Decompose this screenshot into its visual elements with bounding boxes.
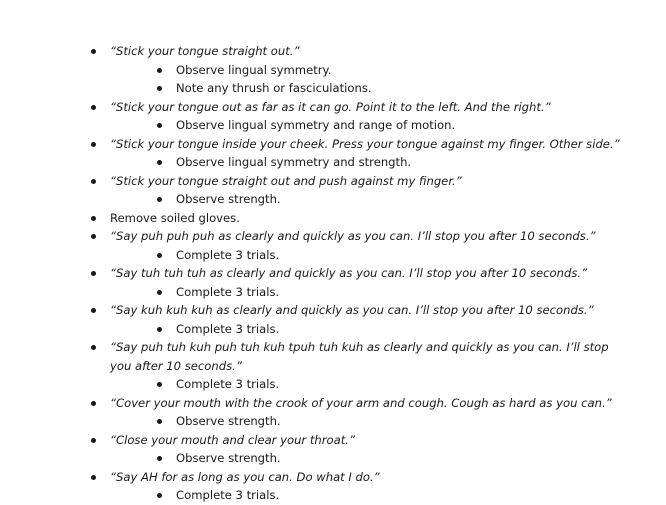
sub-list-item <box>0 486 666 505</box>
bullet-icon <box>91 438 96 443</box>
bullet-icon <box>91 308 96 313</box>
sub-item-text: Observe strength. <box>176 414 281 428</box>
bullet-icon <box>91 475 96 480</box>
list-item <box>0 301 666 320</box>
list-item <box>0 42 666 61</box>
bullet-icon <box>91 216 96 221</box>
instruction-quote: “Say puh puh puh as clearly and quickly as you can. I’ll stop you after 10 seconds.” <box>110 229 596 243</box>
bullet-icon <box>157 68 162 73</box>
bullet-icon <box>157 327 162 332</box>
list-item <box>0 431 666 450</box>
bullet-icon <box>91 234 96 239</box>
bullet-icon <box>157 456 162 461</box>
bullet-icon <box>157 290 162 295</box>
sub-list-item <box>0 61 666 80</box>
sub-list-item <box>0 79 666 98</box>
list-item <box>0 394 666 413</box>
bullet-icon <box>91 142 96 147</box>
bullet-icon <box>91 345 96 350</box>
bullet-icon <box>91 401 96 406</box>
document-body <box>0 42 666 505</box>
bullet-icon <box>91 271 96 276</box>
bullet-icon <box>157 493 162 498</box>
sub-item-text: Complete 3 trials. <box>176 377 280 391</box>
instruction-quote: “Say puh tuh kuh puh tuh kuh tpuh tuh kuh as clearly and quickly as you can. I’ll stop you after 10 seconds.” <box>110 340 609 373</box>
bullet-icon <box>91 179 96 184</box>
sub-list-item <box>0 412 666 431</box>
bullet-icon <box>157 253 162 258</box>
sub-item-text: Complete 3 trials. <box>176 488 280 502</box>
instruction-quote: “Stick your tongue out as far as it can go. Point it to the left. And the right.” <box>110 99 551 114</box>
list-item <box>0 98 666 117</box>
list-item <box>0 135 666 154</box>
sub-list-item <box>0 246 666 265</box>
instruction-quote: “Say tuh tuh tuh as clearly and quickly as you can. I’ll stop you after 10 seconds.” <box>110 266 588 280</box>
list-item <box>0 227 666 246</box>
bullet-icon <box>157 160 162 165</box>
sub-list-item <box>0 449 666 468</box>
sub-item-text: Observe lingual symmetry and range of motion. <box>176 118 456 132</box>
sub-list-item <box>0 320 666 339</box>
instruction-quote: “Close your mouth and clear your throat.” <box>110 432 355 447</box>
bullet-icon <box>157 197 162 202</box>
sub-item-text: Complete 3 trials. <box>176 247 280 262</box>
instruction-quote: “Stick your tongue straight out and push against my finger.” <box>110 173 462 188</box>
sub-list-item <box>0 283 666 302</box>
sub-item-text: Complete 3 trials. <box>176 284 280 299</box>
list-item <box>0 209 666 228</box>
list-item <box>0 172 666 191</box>
instruction-quote: “Say kuh kuh kuh as clearly and quickly as you can. I’ll stop you after 10 seconds.” <box>110 303 594 317</box>
instruction-quote: “Say AH for as long as you can. Do what I do.” <box>110 469 380 484</box>
sub-list-item <box>0 116 666 135</box>
bullet-icon <box>157 123 162 128</box>
sub-list-item <box>0 375 666 394</box>
bullet-icon <box>91 49 96 54</box>
bullet-icon <box>91 105 96 110</box>
sub-list-item <box>0 190 666 209</box>
bullet-icon <box>157 86 162 91</box>
list-item <box>0 468 666 487</box>
sub-item-text: Complete 3 trials. <box>176 321 280 336</box>
sub-item-text: Observe lingual symmetry and strength. <box>176 155 412 169</box>
instruction-text: Remove soiled gloves. <box>110 210 240 225</box>
bullet-icon <box>157 419 162 424</box>
sub-item-text: Observe lingual symmetry. <box>176 62 332 77</box>
sub-item-text: Observe strength. <box>176 451 281 465</box>
instruction-quote: “Stick your tongue inside your cheek. Press your tongue against my finger. Other side.” <box>110 136 620 151</box>
list-item <box>0 264 666 283</box>
instruction-quote: “Cover your mouth with the crook of your arm and cough. Cough as hard as you can.” <box>110 395 612 410</box>
sub-item-text: Note any thrush or fasciculations. <box>176 81 372 95</box>
sub-item-text: Observe strength. <box>176 192 281 206</box>
sub-list-item <box>0 153 666 172</box>
bullet-icon <box>157 382 162 387</box>
instruction-quote: “Stick your tongue straight out.” <box>110 44 300 58</box>
list-item <box>0 338 666 375</box>
